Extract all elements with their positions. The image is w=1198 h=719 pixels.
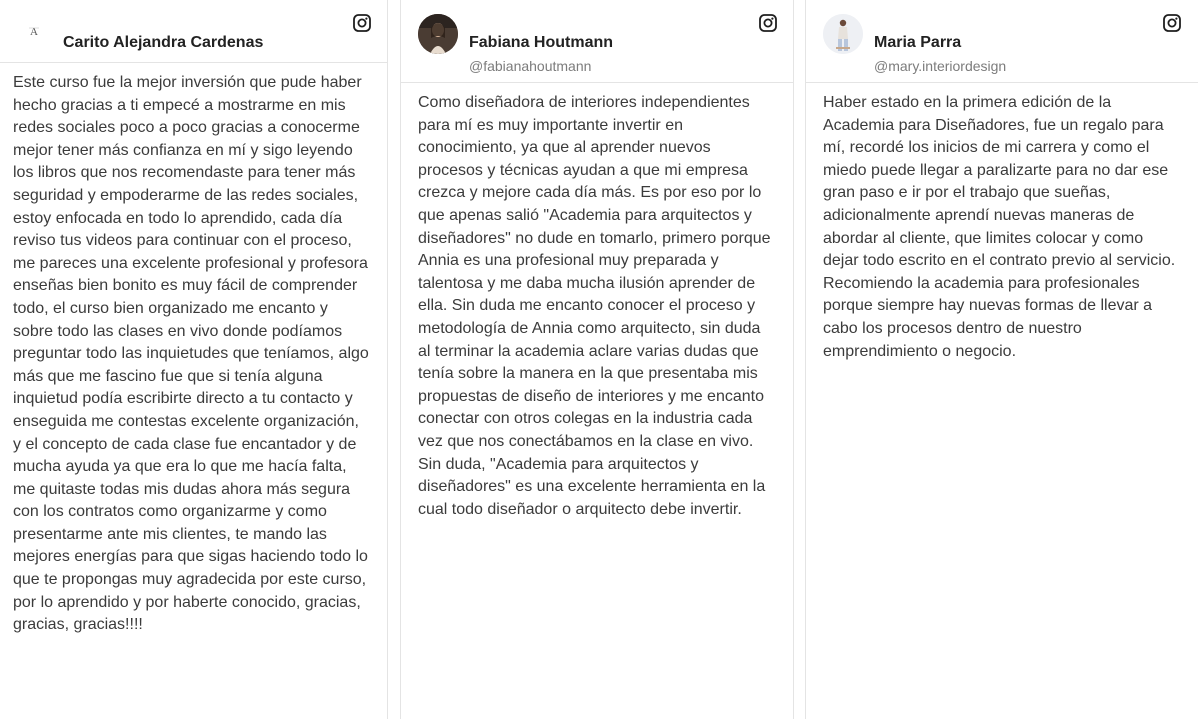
instagram-icon[interactable] [1163,14,1181,32]
testimonial-text: Como diseñadora de interiores independientes para mí es muy importante invertir en conocimiento, ya que al aprender nuevos procesos y técnicas ayudan a que mi empresa crezca y mejore cada día más. Es por eso por lo que apenas salió "Academia para arquitectos y diseñadores" no dude en tomarlo, primero porque Annia es una profesional muy preparada y talentosa y me daba mucha ilusión aprender de ella. Sin duda me encanto conocer el proceso y metodología de Annia como arquitecto, sin duda al terminar la academia aclare varias dudas que tenía sobre la manera en la que presentaba mis propuestas de diseño de interiores y me encanto conectar con otros colegas en la industria cada vez que nos conectábamos en la clase en vivo. Sin duda, "Academia para arquitectos y diseñadores" es una excelente herramienta en la cual todo diseñador o arquitecto debe invertir. [418,94,771,518]
logo-monogram-icon [18,14,50,46]
author-name: Maria Parra [874,34,962,51]
card-header [806,0,1198,83]
instagram-icon[interactable] [353,14,371,32]
author-handle[interactable]: @mary.interiordesign [874,58,1007,74]
svg-text:A: A [30,26,38,38]
testimonial-text: Este curso fue la mejor inversión que pude haber hecho gracias a ti empecé a mostrarme en mis redes sociales poco a poco gracias a conocerme mejor tener más confianza en mí y sigo leyendo los libros que nos recomendaste para tener más seguridad y empoderarme de las redes sociales, estoy enfocada en todo lo aprendido, cada día reviso tus videos para continuar con el proceso, me pareces una excelente profesional y profesora enseñas bien bonito es muy fácil de comprender todo, el curso bien organizado me encanto y sobre todo las clases en vivo donde podíamos preguntar todo las inquietudes que teníamos, algo más que me fascino fue que si tenía alguna inquietud podía escribirte directo a tu contacto y enseguida me contestas excelente organización, y el concepto de cada clase fue encantador y de mucha ayuda ya que era lo que me hacía falta, me quitaste todas mis dudas ahora más segura con los contratos como organizarme y como presentarme ante mis clientes, te mando las mejores energías para que sigas haciendo todo lo que te propongas muy agradecida por este curso, por lo aprendido y por haberte conocido, gracias, gracias, gracias!!!! [13,74,369,634]
testimonial-card [805,0,1198,719]
card-header [401,0,793,83]
testimonial-card [400,0,794,719]
profile-photo-icon [418,14,458,54]
author-name: Fabiana Houtmann [469,34,614,51]
author-handle[interactable]: @fabianahoutmann [469,58,592,74]
instagram-icon[interactable] [759,14,777,32]
profile-photo-icon [823,14,863,54]
testimonial-card [0,0,388,719]
author-name: Carito Alejandra Cardenas [63,34,264,51]
card-header [0,0,387,63]
testimonial-text: Haber estado en la primera edición de la Academia para Diseñadores, fue un regalo para mí, recordé los inicios de mi carrera y como el miedo puede llegar a paralizarte para no dar ese gran paso e ir por el trabajo que sueñas, adicionalmente aprendí nuevas maneras de abordar al cliente, que limites colocar y como dejar todo escrito en el contrato previo al servicio. Recomiendo la academia para profesionales porque siempre hay nuevas formas de llevar a cabo los procesos dentro de nuestro emprendimiento o negocio. [823,94,1176,360]
